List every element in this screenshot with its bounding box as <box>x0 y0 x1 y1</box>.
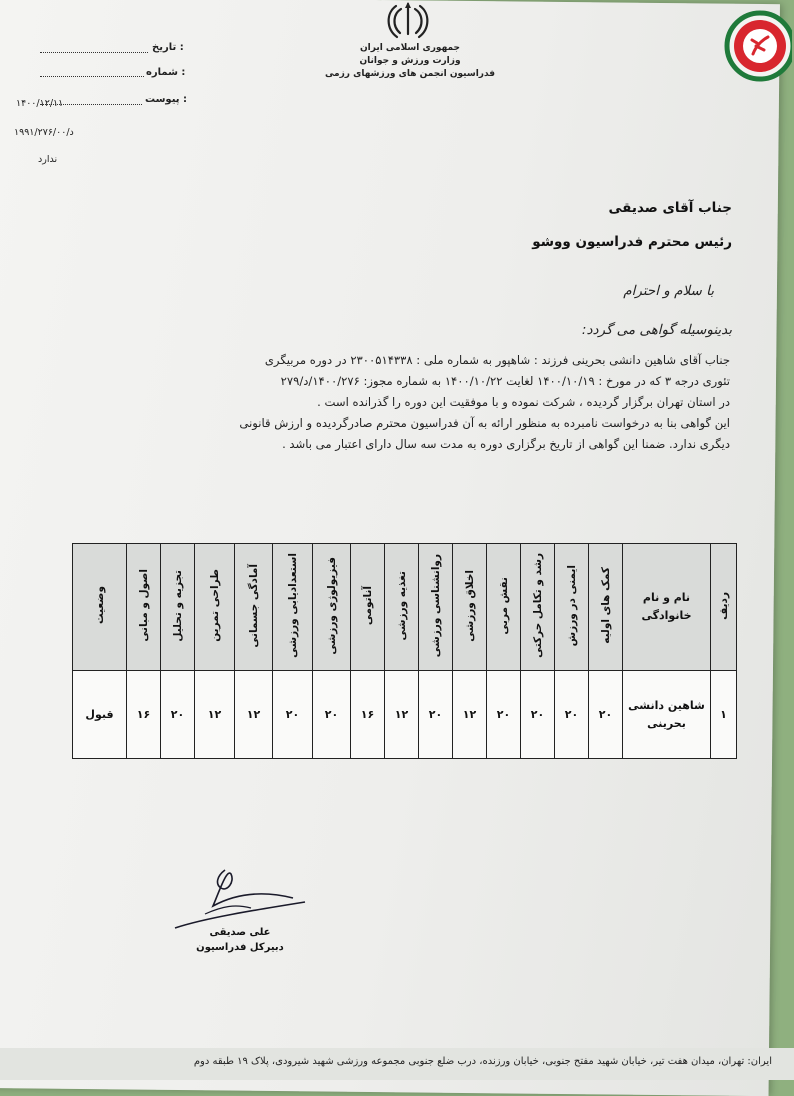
letterhead-line-1: جمهوری اسلامی ایران <box>359 43 461 53</box>
score-cell: ۲۰ <box>521 671 555 759</box>
header-cell: نام و نام خانوادگی <box>623 544 711 671</box>
header-cell: ایمنی در ورزش <box>555 544 589 671</box>
table-row <box>73 671 737 759</box>
row-number: ۱ <box>711 671 737 759</box>
score-cell: ۲۰ <box>313 671 351 759</box>
body-line-5: دیگری ندارد. ضمنا این گواهی از تاریخ برگزاری دوره به مدت سه سال دارای اعتبار می باشد . <box>282 437 730 451</box>
signer-role: دبیرکل فدراسیون <box>196 942 284 953</box>
header-cell: آناتومی <box>351 544 385 671</box>
iran-emblem-icon <box>383 0 433 42</box>
body-line-1: جناب آقای شاهین دانشی بحرینی فرزند : شاهپور به شماره ملی : ۲۳۰۰۵۱۴۳۳۸ در دوره مربیگری <box>264 353 730 367</box>
header-cell: کمک های اولیه <box>589 544 623 671</box>
header-cell: رشد و تکامل حرکتی <box>521 544 555 671</box>
recipient-title: رئیس محترم فدراسیون ووشو <box>532 234 732 250</box>
signature-mark <box>165 862 315 932</box>
header-cell: تجزیه و تحلیل <box>161 544 195 671</box>
score-cell: ۲۰ <box>419 671 453 759</box>
body-line-4: این گواهی بنا به درخواست نامبرده به منظور ارائه به آن فدراسیون محترم صادرگردیده و ارزش قانونی <box>239 416 730 430</box>
letterhead-line-3: فدراسیون انجمن های ورزشهای رزمی <box>324 69 496 79</box>
date-line <box>40 52 148 53</box>
federation-logo-icon <box>722 10 792 82</box>
date-label: تاریخ : <box>152 42 184 53</box>
score-cell: ۱۲ <box>385 671 419 759</box>
score-cell: ۲۰ <box>555 671 589 759</box>
footer-address: ایران: تهران، میدان هفت تیر، خیابان شهید مفتح جنوبی، خیابان ورزنده، درب ضلع جنوبی مجموعه ورزشی شهید شیرودی، پلاک ۱۹ طبقه دوم <box>193 1056 772 1067</box>
number-value: ۱۹۹۱/د/۲۷۶/۰۰ <box>14 127 74 138</box>
status-cell: قبول <box>73 671 127 759</box>
score-cell: ۱۲ <box>235 671 273 759</box>
header-cell: ردیف <box>711 544 737 671</box>
attachment-label: پیوست : <box>145 94 188 105</box>
intro-line: بدینوسیله گواهی می گردد: <box>581 322 732 338</box>
score-cell: ۲۰ <box>589 671 623 759</box>
number-label: شماره : <box>146 67 186 78</box>
header-cell: اصول و مبانی <box>127 544 161 671</box>
student-name: شاهین دانشی بحرینی <box>623 671 711 759</box>
table-header-row <box>73 544 737 671</box>
recipient-name: جناب آقای صدیقی <box>608 200 732 216</box>
score-cell: ۱۲ <box>453 671 487 759</box>
score-cell: ۱۶ <box>351 671 385 759</box>
signer-block <box>180 925 300 955</box>
header-cell: وضعیت <box>73 544 127 671</box>
grades-table <box>72 543 737 759</box>
signer-name: علی صدیقی <box>209 927 271 938</box>
header-cell: آمادگی جسمانی <box>235 544 273 671</box>
body-line-2: تئوری درجه ۳ که در مورخ : ۱۴۰۰/۱۰/۱۹ لغایت ۱۴۰۰/۱۰/۲۲ به شماره مجوز: ۱۴۰۰/۲۷۶/د/۲۷۹ <box>280 374 730 388</box>
letterhead-line-2: وزارت ورزش و جوانان <box>359 56 461 66</box>
header-cell: اخلاق ورزشی <box>453 544 487 671</box>
header-cell: طراحی تمرین <box>195 544 235 671</box>
score-cell: ۱۶ <box>127 671 161 759</box>
greeting: با سلام و احترام <box>623 283 714 299</box>
header-cell: فیزیولوژی ورزشی <box>313 544 351 671</box>
header-cell: تغذیه ورزشی <box>385 544 419 671</box>
score-cell: ۲۰ <box>487 671 521 759</box>
body-line-3: در استان تهران برگزار گردیده ، شرکت نموده و با موفقیت این دوره را گذرانده است . <box>317 395 730 409</box>
ministry-letterhead <box>300 42 520 81</box>
date-value: ۱۴۰۰/۱۲/۱۱ <box>16 98 64 109</box>
score-cell: ۲۰ <box>273 671 313 759</box>
score-cell: ۱۲ <box>195 671 235 759</box>
number-line <box>40 76 144 77</box>
attachment-value: ندارد <box>38 154 58 165</box>
header-cell: استعدادیابی ورزشی <box>273 544 313 671</box>
header-cell: روانشناسی ورزشی <box>419 544 453 671</box>
score-cell: ۲۰ <box>161 671 195 759</box>
header-cell: نقش مربی <box>487 544 521 671</box>
certificate-body <box>90 350 730 455</box>
